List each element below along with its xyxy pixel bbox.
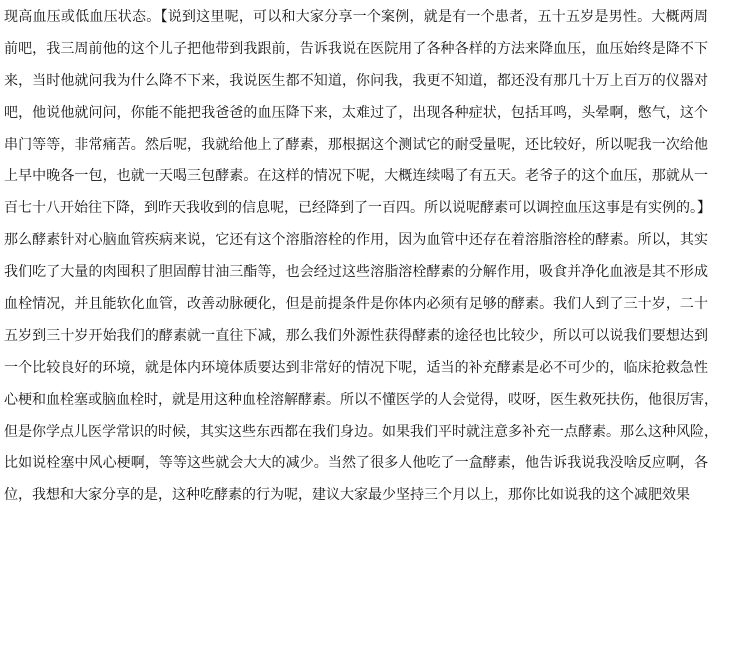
text-line: 现高血压或低血压状态。【说到这里呢，可以和大家分享一个案例，就是有一个患者，五十五岁是男性。大概两周 bbox=[4, 9, 708, 25]
text-line: 吧，他说他就问问，你能不能把我爸爸的血压降下来，太难过了，出现各种症状，包括耳鸣，头晕啊，憋气，这个 bbox=[4, 104, 708, 121]
text-line: 位，我想和大家分享的是，这种吃酵素的行为呢，建议大家最少坚持三个月以上，那你比如说我的这个减肥效果 bbox=[4, 487, 690, 504]
text-line: 比如说栓塞中风心梗啊，等等这些就会大大的减少。当然了很多人他吃了一盒酵素，他告诉我说我没啥反应啊，各 bbox=[4, 455, 708, 472]
text-line: 血栓情况，并且能软化血管，改善动脉硬化，但是前提条件是你体内必须有足够的酵素。我们人到了三十岁，二十 bbox=[4, 296, 708, 313]
text-line: 五岁到三十岁开始我们的酵素就一直往下减，那么我们外源性获得酵素的途径也比较少，所以可以说我们要想达到 bbox=[4, 327, 708, 344]
text-line: 但是你学点儿医学常识的时候，其实这些东西都在我们身边。如果我们平时就注意多补充一点酵素。那么这种风险， bbox=[4, 423, 718, 440]
text-line: 一个比较良好的环境，就是体内环境体质要达到非常好的情况下呢，适当的补充酵素是必不可少的，临床抢救急性 bbox=[4, 359, 708, 376]
text-line: 百七十八开始往下降，到昨天我收到的信息呢，已经降到了一百四。所以说呢酵素可以调控血压这事是有实例的。】 bbox=[4, 200, 711, 217]
text-line: 上早中晚各一包，也就一天喝三包酵素。在这样的情况下呢，大概连续喝了有五天。老爷子的这个血压，那就从一 bbox=[4, 168, 708, 185]
text-line: 串门等等，非常痛苦。然后呢，我就给他上了酵素，那根据这个测试它的耐受量呢，还比较好，所以呢我一次给他 bbox=[4, 136, 708, 153]
text-line: 前吧，我三周前他的这个儿子把他带到我跟前，告诉我说在医院用了各种各样的方法来降血压，血压始终是降不下 bbox=[4, 40, 708, 57]
text-line: 那么酵素针对心脑血管疾病来说，它还有这个溶脂溶栓的作用，因为血管中还存在着溶脂溶栓的酵素。所以，其实 bbox=[4, 232, 708, 249]
text-line: 我们吃了大量的肉囤积了胆固醇甘油三酯等，也会经过这些溶脂溶栓酵素的分解作用，吸食并净化血液是其不形成 bbox=[4, 264, 708, 281]
text-line: 来，当时他就问我为什么降不下来，我说医生都不知道，你问我，我更不知道，都还没有那几十万上百万的仪器对 bbox=[4, 72, 708, 89]
text-line: 心梗和血栓塞或脑血栓时，就是用这种血栓溶解酵素。所以不懂医学的人会觉得，哎呀，医生救死扶伤，他很厉害， bbox=[4, 391, 718, 408]
document-body bbox=[4, 3, 718, 513]
